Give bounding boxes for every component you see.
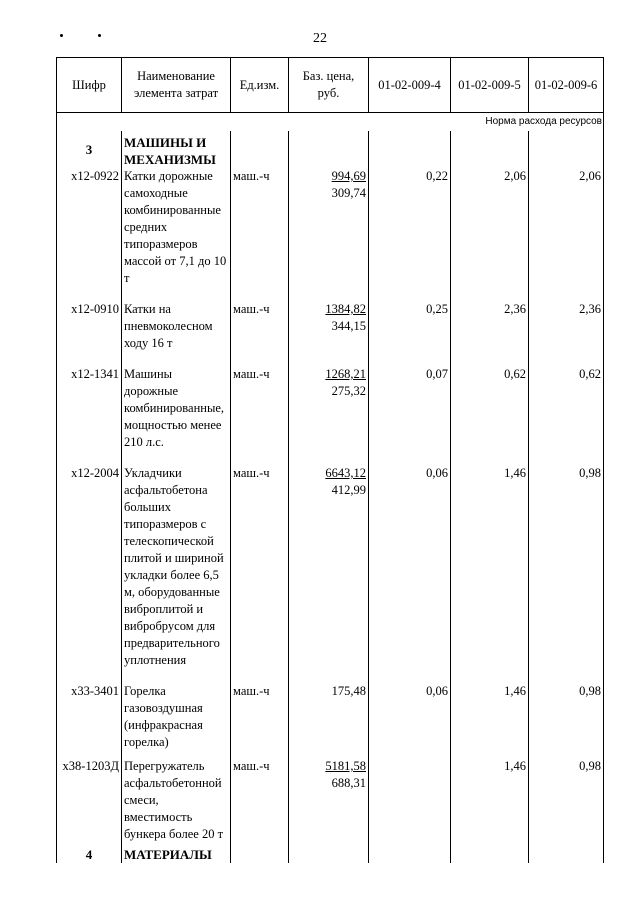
price-sub: 344,15: [331, 319, 366, 333]
row-code: х12-0910: [57, 301, 122, 352]
price-sub: 309,74: [331, 186, 366, 200]
row-v5: 2,36: [451, 301, 529, 352]
row-v4: [369, 758, 451, 846]
price-sub: 412,99: [331, 483, 366, 497]
row-v4: 0,06: [369, 683, 451, 751]
row-unit: маш.-ч: [231, 301, 289, 352]
price-main: 994,69: [331, 169, 366, 183]
row-price: [289, 301, 369, 352]
row-code: х12-0922: [57, 168, 122, 287]
table-row: [57, 168, 604, 287]
row-name: Катки дорожные самоходные комбинированные средних типоразмеров массой от 7,1 до 10 т: [122, 168, 231, 287]
norm-label: Норма расхода ресурсов: [57, 113, 604, 132]
header-name: Наименование элемента затрат: [122, 58, 231, 113]
header-col5: 01-02-009-5: [451, 58, 529, 113]
header-code: Шифр: [57, 58, 122, 113]
table-row: [57, 758, 604, 846]
header-col6: 01-02-009-6: [529, 58, 604, 113]
row-price: [289, 366, 369, 451]
price-main: 1268,21: [325, 367, 366, 381]
row-v4: 0,07: [369, 366, 451, 451]
row-unit: маш.-ч: [231, 758, 289, 846]
header-col4: 01-02-009-4: [369, 58, 451, 113]
row-unit: маш.-ч: [231, 683, 289, 751]
price-sub: 688,31: [331, 776, 366, 790]
resource-table: [56, 57, 604, 863]
row-code: х12-2004: [57, 465, 122, 669]
row-v5: 1,46: [451, 465, 529, 669]
section-title: МАШИНЫ И МЕХАНИЗМЫ: [122, 131, 231, 168]
row-code: х38-1203Д: [57, 758, 122, 846]
section-code: 3: [57, 131, 122, 168]
row-price: [289, 465, 369, 669]
price-main: 6643,12: [325, 466, 366, 480]
row-v5: 1,46: [451, 758, 529, 846]
row-name: Катки на пневмоколесном ходу 16 т: [122, 301, 231, 352]
row-name: Перегружатель асфальтобетонной смеси, вместимость бункера более 20 т: [122, 758, 231, 846]
section-code: 4: [57, 846, 122, 863]
section-row: [57, 131, 604, 168]
row-v6: 2,36: [529, 301, 604, 352]
price-sub: 275,32: [331, 384, 366, 398]
row-unit: маш.-ч: [231, 168, 289, 287]
row-v6: 0,98: [529, 683, 604, 751]
price-main: 5181,58: [325, 759, 366, 773]
row-v4: 0,22: [369, 168, 451, 287]
price-main: 1384,82: [325, 302, 366, 316]
row-unit: маш.-ч: [231, 465, 289, 669]
row-price: [289, 758, 369, 846]
price-main: 175,48: [331, 684, 366, 698]
row-name: Машины дорожные комбинированные, мощностью менее 210 л.с.: [122, 366, 231, 451]
table-row: [57, 301, 604, 352]
table-row: [57, 683, 604, 751]
row-v6: 0,98: [529, 758, 604, 846]
row-name: Укладчики асфальтобетона больших типоразмеров с телескопической плитой и шириной укладки более 6,5 м, оборудованные виброплитой и вибробрусом для предварительного уплотнения: [122, 465, 231, 669]
header-price: Баз. цена, руб.: [289, 58, 369, 113]
row-code: х12-1341: [57, 366, 122, 451]
row-v6: 2,06: [529, 168, 604, 287]
row-v6: 0,98: [529, 465, 604, 669]
row-v6: 0,62: [529, 366, 604, 451]
row-v4: 0,25: [369, 301, 451, 352]
row-name: Горелка газовоздушная (инфракрасная горелка): [122, 683, 231, 751]
table-row: [57, 366, 604, 451]
row-code: х33-3401: [57, 683, 122, 751]
norm-row: [57, 113, 604, 132]
page-number: 22: [313, 31, 327, 46]
header-unit: Ед.изм.: [231, 58, 289, 113]
row-unit: маш.-ч: [231, 366, 289, 451]
row-v5: 1,46: [451, 683, 529, 751]
row-price: [289, 683, 369, 751]
table-row: [57, 465, 604, 669]
header-row: [57, 58, 604, 113]
section-row: [57, 846, 604, 863]
row-v5: 0,62: [451, 366, 529, 451]
row-price: [289, 168, 369, 287]
row-v5: 2,06: [451, 168, 529, 287]
section-title: МАТЕРИАЛЫ: [122, 846, 231, 863]
row-v4: 0,06: [369, 465, 451, 669]
